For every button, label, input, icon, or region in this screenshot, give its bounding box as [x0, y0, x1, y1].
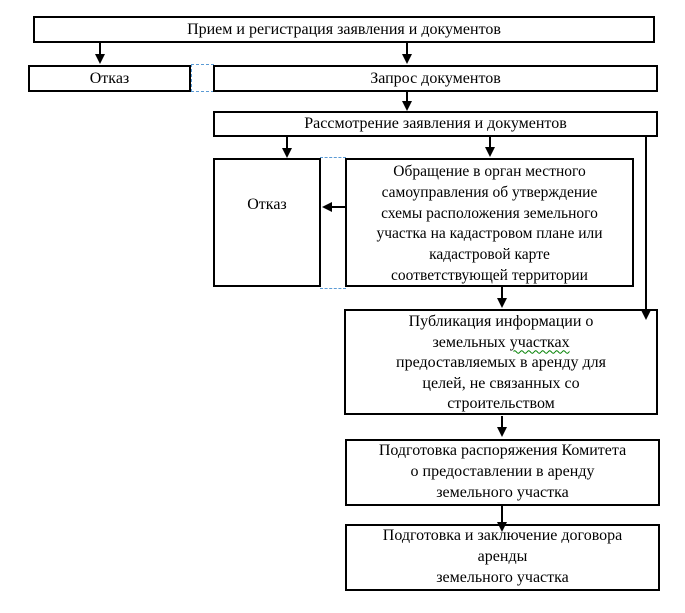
node-label-line: земельных участках	[432, 333, 570, 351]
dashed-placeholder-box	[191, 64, 214, 92]
node-rassmotrenie	[213, 111, 658, 137]
node-label-line: кадастровой карте	[429, 246, 550, 264]
node-otkaz-mid	[213, 158, 321, 287]
node-label-line: целей, не связанных со	[422, 374, 580, 392]
node-publikacia-informacii	[344, 309, 658, 415]
node-label: Отказ	[89, 70, 130, 87]
node-label-line: земельного участка	[436, 568, 569, 586]
node-label-line: о предоставлении в аренду	[410, 462, 595, 480]
node-label: Отказ	[247, 196, 287, 213]
node-otkaz-top	[28, 65, 191, 92]
node-label-line: Подготовка и заключение договора	[382, 527, 623, 544]
node-label-line: земельного участка	[436, 483, 569, 501]
node-label-line: предоставляемых в аренду для	[396, 354, 606, 372]
node-label-line: схемы расположения земельного	[381, 204, 598, 222]
node-label-line: строительством	[447, 395, 555, 413]
node-label-line: Обращение в орган местного	[393, 163, 586, 180]
node-label: Прием и регистрация заявления и документов	[187, 21, 501, 38]
node-label-line: соответствующей территории	[391, 266, 588, 284]
node-label-line: Публикация информации о	[408, 313, 594, 330]
node-label-line: участка на кадастровом плане или	[376, 225, 603, 243]
dashed-placeholder-bottom-segment	[320, 288, 346, 289]
node-zapros-dokumentov	[213, 65, 658, 92]
node-priem-registracia	[33, 16, 655, 43]
node-label: Рассмотрение заявления и документов	[304, 115, 567, 132]
node-label-line: аренды	[477, 547, 528, 565]
node-label-line: Подготовка распоряжения Комитета	[378, 442, 627, 459]
node-obrashenie-v-organ	[345, 158, 634, 287]
node-label: Запрос документов	[370, 70, 501, 87]
node-podgotovka-rasporiazhenia	[345, 439, 660, 506]
dashed-placeholder-top-segment	[320, 157, 346, 158]
node-label-line: самоуправления об утверждение	[381, 183, 598, 201]
node-podgotovka-dogovora	[345, 524, 660, 591]
misspelled-word: участках	[509, 333, 570, 351]
